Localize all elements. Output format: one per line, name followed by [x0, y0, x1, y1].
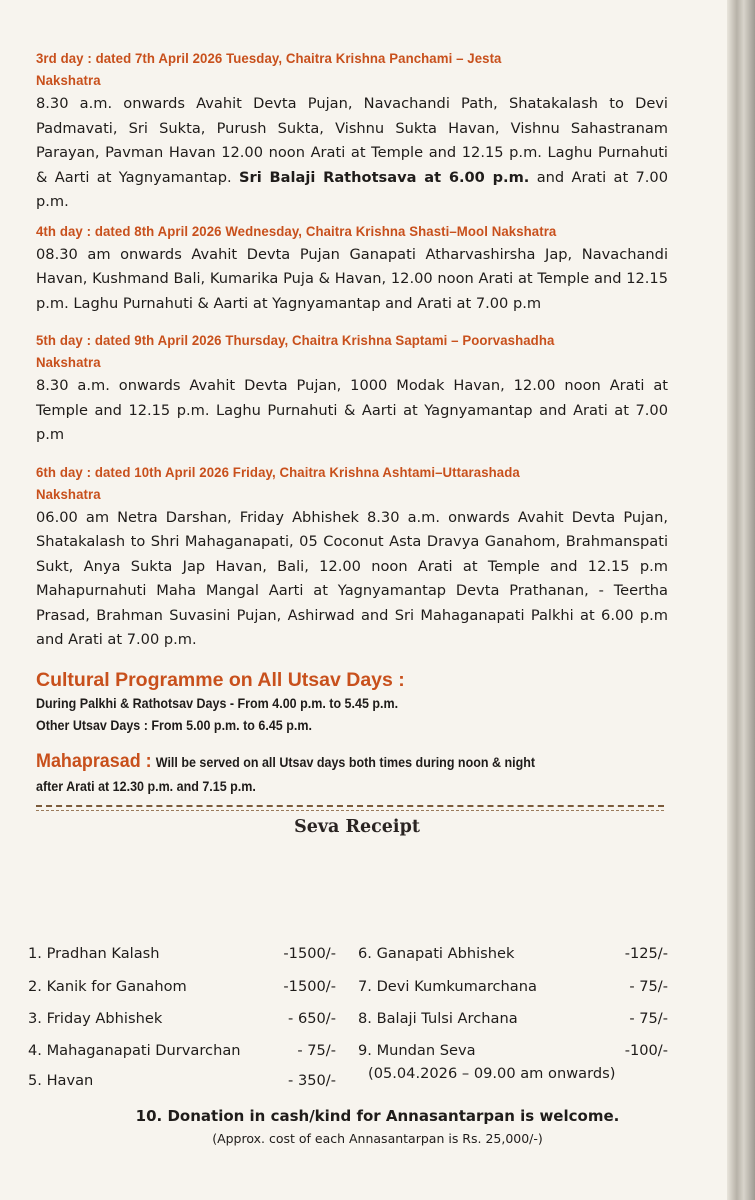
seva-item-name: 7. Devi Kumkumarchana — [358, 978, 537, 995]
day-4-heading: 4th day : dated 8th April 2026 Wednesday, Chaitra Krishna Shasti–Mool Nakshatra — [36, 223, 557, 240]
seva-item-name: 6. Ganapati Abhishek — [358, 945, 515, 962]
mundan-seva-note: (05.04.2026 – 09.00 am onwards) — [368, 1065, 616, 1082]
seva-item-name: 3. Friday Abhishek — [28, 1010, 163, 1027]
seva-item-name: 1. Pradhan Kalash — [28, 945, 160, 962]
day-3-heading-line-1: 3rd day : dated 7th April 2026 Tuesday, Chaitra Krishna Panchami – Jesta — [36, 51, 502, 67]
seva-item-amount: - 75/- — [629, 1010, 668, 1027]
mahaprasad-title: Mahaprasad : — [36, 749, 152, 772]
seva-item-amount: -1500/- — [283, 945, 336, 962]
day-4-body: 08.30 am onwards Avahit Devta Pujan Ganapati Atharvashirsha Jap, Navachandi Havan, Kushmand Bali, Kumarika Puja & Havan, 12.00 noon Arati at Temple and 12.15 p.m. Laghu Purnahuti & Aarti at Yagnyamantap and Arati at 7.00 p.m — [36, 245, 668, 312]
cultural-line-2: Other Utsav Days : From 5.00 p.m. to 6.45 p.m. — [36, 717, 312, 733]
mahaprasad-line-1 — [36, 749, 671, 775]
day-5-body: 8.30 a.m. onwards Avahit Devta Pujan, 1000 Modak Havan, 12.00 noon Arati at Temple and 12.15 p.m. Laghu Purnahuti & Aarti at Yagnyamantap and Arati at 7.00 p.m — [36, 377, 668, 443]
cultural-title: Cultural Programme on All Utsav Days : — [36, 668, 405, 691]
seva-item-amount: - 75/- — [629, 978, 668, 995]
day-4-section — [36, 221, 668, 317]
seva-item-name: 4. Mahaganapati Durvarchan — [28, 1042, 241, 1059]
day-5-heading-line-2: Nakshatra — [36, 355, 101, 371]
day-3-section — [36, 48, 668, 215]
day-3-heading-line-2: Nakshatra — [36, 73, 101, 89]
seva-item-name: 9. Mundan Seva — [358, 1042, 476, 1059]
rathotsava-highlight: Sri Balaji Rathotsava at 6.00 p.m. — [239, 168, 530, 186]
day-3-body — [36, 92, 668, 215]
document-page — [36, 48, 668, 837]
annasantarpan-cost-note: (Approx. cost of each Annasantarpan is Rs. 25,000/-) — [212, 1131, 543, 1146]
day-3-body-text: 8.30 a.m. onwards Avahit Devta Pujan, Navachandi Path, Shatakalash to Devi Padmavati, Sri Sukta, Purush Sukta, Vishnu Sukta Havan, Vishnu Sahastranam Parayan, Pavman Havan 12.00 noon Arati at Temple and 12.15 p.m. Laghu Purnahuti & Aarti at Yagnyamantap. — [36, 95, 668, 186]
day-5-heading — [36, 330, 668, 374]
seva-item-amount: -100/- — [624, 1042, 668, 1059]
seva-item-name: 2. Kanik for Ganahom — [28, 978, 187, 995]
mahaprasad-text-1: Will be served on all Utsav days both times during noon & night — [155, 754, 536, 770]
mahaprasad-section — [36, 749, 668, 799]
day-6-body: 06.00 am Netra Darshan, Friday Abhishek 8.30 a.m. onwards Avahit Devta Pujan, Shatakalash to Shri Mahaganapati, 05 Coconut Asta Dravya Ganahom, Brahmanspati Sukt, Anya Sukta Jap Havan, Bali, 12.00 noon Arati at Temple and 12.15 p.m Mahapurnahuti Maha Mangal Aarti at Yagnyamantap Devta Prathanan, - Teertha Prasad, Brahman Suvasini Pujan, Ashirwad and Sri Mahaganapati Palkhi at 6.00 p.m and Arati at 7.00 p.m. — [36, 508, 668, 648]
cultural-programme — [36, 667, 668, 737]
cultural-line-1: During Palkhi & Rathotsav Days - From 4.00 p.m. to 5.45 p.m. — [36, 695, 399, 711]
seva-item-amount: - 350/- — [288, 1072, 336, 1089]
page-edge — [727, 0, 755, 1200]
seva-item-amount: - 75/- — [297, 1042, 336, 1059]
seva-item-amount: -125/- — [624, 945, 668, 962]
day-6-heading-line-2: Nakshatra — [36, 486, 101, 503]
mahaprasad-text-2: after Arati at 12.30 p.m. and 7.15 p.m. — [36, 778, 256, 794]
dashed-divider-2 — [36, 810, 664, 811]
seva-item-amount: -1500/- — [283, 978, 336, 995]
seva-item-name: 8. Balaji Tulsi Archana — [358, 1010, 518, 1027]
day-3-body-end: and Arati at 7.00 p.m. — [36, 168, 668, 210]
day-5-section — [36, 330, 668, 448]
dashed-divider — [36, 805, 664, 807]
seva-receipt-title: Seva Receipt — [294, 816, 420, 837]
seva-item-name: 5. Havan — [28, 1072, 94, 1089]
day-6-section — [36, 462, 668, 653]
day-3-heading — [36, 48, 668, 92]
day-6-heading — [36, 462, 668, 506]
day-6-heading-line-1: 6th day : dated 10th April 2026 Friday, Chaitra Krishna Ashtami–Uttarashada — [36, 464, 520, 481]
donation-note: 10. Donation in cash/kind for Annasantarpan is welcome. — [135, 1107, 620, 1125]
day-5-heading-line-1: 5th day : dated 9th April 2026 Thursday, Chaitra Krishna Saptami – Poorvashadha — [36, 333, 555, 349]
seva-item-amount: - 650/- — [288, 1010, 336, 1027]
